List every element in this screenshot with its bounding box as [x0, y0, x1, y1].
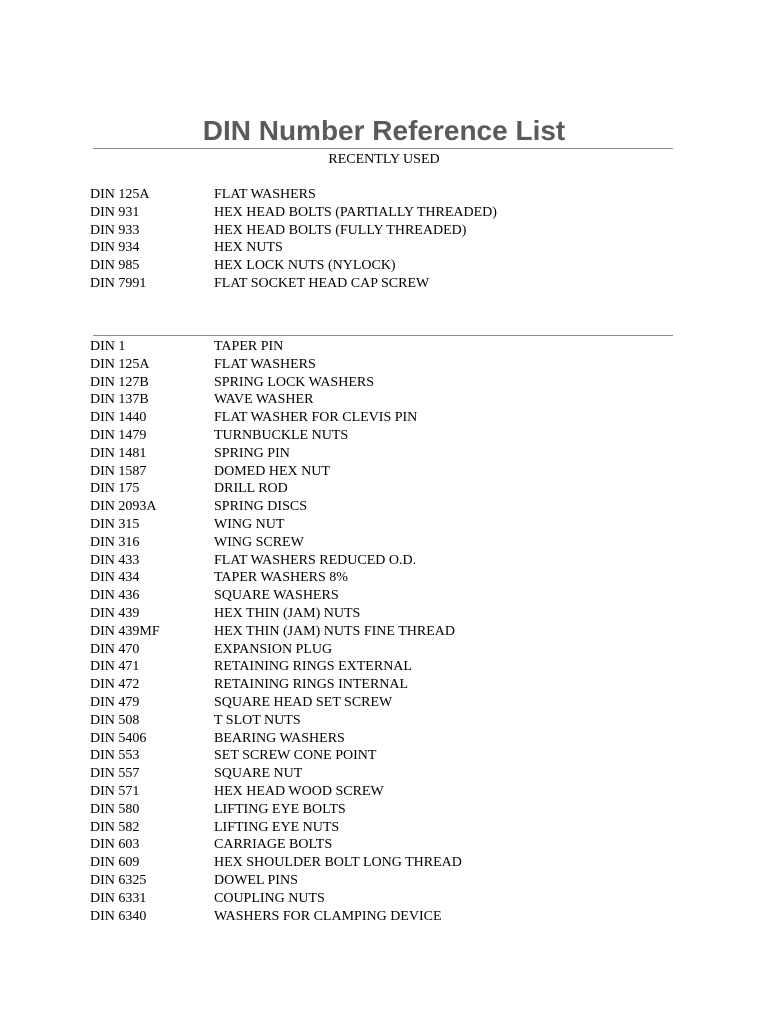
part-description: RETAINING RINGS EXTERNAL [214, 659, 412, 675]
din-code: DIN 175 [90, 481, 140, 497]
din-code: DIN 934 [90, 240, 140, 256]
part-description: WAVE WASHER [214, 392, 314, 408]
list-item [90, 676, 690, 694]
part-description: LIFTING EYE NUTS [214, 819, 340, 835]
divider-top [93, 148, 673, 149]
part-description: DOMED HEX NUT [214, 463, 330, 479]
list-item [90, 605, 690, 623]
list-item [90, 587, 690, 605]
list-item [90, 480, 690, 498]
din-code: DIN 1481 [90, 445, 147, 461]
din-code: DIN 985 [90, 258, 140, 274]
list-item [90, 275, 690, 293]
din-code: DIN 571 [90, 783, 140, 799]
list-item [90, 186, 690, 204]
part-description: DOWEL PINS [214, 872, 298, 888]
part-description: FLAT WASHERS [214, 187, 316, 202]
din-code: DIN 1440 [90, 410, 147, 426]
din-code: DIN 6331 [90, 890, 147, 906]
part-description: SQUARE WASHERS [214, 588, 339, 604]
part-description: FLAT WASHERS [214, 356, 316, 372]
part-description: SPRING DISCS [214, 499, 307, 515]
list-item [90, 801, 690, 819]
din-code: DIN 933 [90, 222, 140, 238]
part-description: CARRIAGE BOLTS [214, 837, 333, 853]
din-code: DIN 6340 [90, 908, 147, 924]
list-item [90, 409, 690, 427]
din-code: DIN 1587 [90, 463, 147, 479]
din-code: DIN 434 [90, 570, 140, 586]
din-code: DIN 470 [90, 641, 140, 657]
din-code: DIN 315 [90, 516, 140, 532]
part-description: LIFTING EYE BOLTS [214, 801, 346, 817]
recently-used-heading: RECENTLY USED [328, 152, 440, 167]
list-item [90, 338, 690, 356]
divider-middle [93, 335, 673, 336]
part-description: SET SCREW CONE POINT [214, 748, 377, 764]
part-description: TAPER WASHERS 8% [214, 570, 348, 586]
list-item [90, 204, 690, 222]
list-item [90, 836, 690, 854]
din-code: DIN 471 [90, 659, 140, 675]
part-description: SQUARE NUT [214, 766, 303, 782]
part-description: SPRING LOCK WASHERS [214, 374, 374, 390]
list-item [90, 445, 690, 463]
din-code: DIN 2093A [90, 499, 157, 515]
din-code: DIN 439MF [90, 623, 160, 639]
part-description: TAPER PIN [214, 339, 284, 354]
list-item [90, 890, 690, 908]
din-code: DIN 316 [90, 534, 140, 550]
part-description: DRILL ROD [214, 481, 288, 497]
part-description: T SLOT NUTS [214, 712, 301, 728]
list-item [90, 391, 690, 409]
part-description: WING SCREW [214, 534, 304, 550]
list-item [90, 516, 690, 534]
part-description: TURNBUCKLE NUTS [214, 427, 349, 443]
list-item [90, 552, 690, 570]
part-description: WING NUT [214, 516, 285, 532]
din-code: DIN 439 [90, 605, 140, 621]
list-item [90, 534, 690, 552]
din-code: DIN 582 [90, 819, 140, 835]
part-description: HEX THIN (JAM) NUTS [214, 605, 361, 621]
list-item [90, 498, 690, 516]
part-description: FLAT WASHERS REDUCED O.D. [214, 552, 417, 568]
list-item [90, 783, 690, 801]
part-description: HEX THIN (JAM) NUTS FINE THREAD [214, 623, 455, 639]
list-item [90, 854, 690, 872]
list-item [90, 356, 690, 374]
list-item [90, 239, 690, 257]
list-item [90, 872, 690, 890]
part-description: HEX HEAD WOOD SCREW [214, 783, 384, 799]
din-code: DIN 553 [90, 748, 140, 764]
din-code: DIN 125A [90, 356, 150, 372]
part-description: HEX HEAD BOLTS (FULLY THREADED) [214, 222, 467, 238]
din-code: DIN 557 [90, 766, 140, 782]
din-code: DIN 1479 [90, 427, 147, 443]
din-code: DIN 436 [90, 588, 140, 604]
list-item [90, 374, 690, 392]
din-code: DIN 1 [90, 339, 126, 354]
part-description: HEX HEAD BOLTS (PARTIALLY THREADED) [214, 204, 497, 220]
list-item [90, 569, 690, 587]
part-description: HEX NUTS [214, 240, 283, 256]
part-description: SPRING PIN [214, 445, 290, 461]
din-reference-list [90, 338, 690, 925]
din-code: DIN 603 [90, 837, 140, 853]
list-item [90, 641, 690, 659]
list-item [90, 730, 690, 748]
list-item [90, 257, 690, 275]
part-description: HEX LOCK NUTS (NYLOCK) [214, 258, 396, 274]
list-item [90, 712, 690, 730]
list-item [90, 747, 690, 765]
part-description: EXPANSION PLUG [214, 641, 333, 657]
recently-used-list [90, 186, 690, 293]
din-code: DIN 127B [90, 374, 149, 390]
list-item [90, 623, 690, 641]
list-item [90, 658, 690, 676]
list-item [90, 694, 690, 712]
list-item [90, 427, 690, 445]
din-code: DIN 137B [90, 392, 149, 408]
list-item [90, 908, 690, 926]
part-description: COUPLING NUTS [214, 890, 325, 906]
din-code: DIN 5406 [90, 730, 147, 746]
part-description: HEX SHOULDER BOLT LONG THREAD [214, 855, 462, 871]
din-code: DIN 508 [90, 712, 140, 728]
list-item [90, 765, 690, 783]
din-code: DIN 931 [90, 204, 140, 220]
part-description: BEARING WASHERS [214, 730, 345, 746]
din-code: DIN 6325 [90, 872, 147, 888]
list-item [90, 463, 690, 481]
part-description: SQUARE HEAD SET SCREW [214, 694, 393, 710]
page-title: DIN Number Reference List [202, 114, 566, 146]
din-code: DIN 479 [90, 694, 140, 710]
part-description: WASHERS FOR CLAMPING DEVICE [214, 908, 442, 924]
part-description: FLAT SOCKET HEAD CAP SCREW [214, 275, 430, 291]
list-item [90, 222, 690, 240]
din-code: DIN 433 [90, 552, 140, 568]
list-item [90, 819, 690, 837]
din-code: DIN 472 [90, 677, 140, 693]
din-code: DIN 609 [90, 855, 140, 871]
part-description: RETAINING RINGS INTERNAL [214, 677, 409, 693]
din-code: DIN 7991 [90, 275, 147, 291]
din-code: DIN 125A [90, 187, 150, 202]
part-description: FLAT WASHER FOR CLEVIS PIN [214, 410, 418, 426]
din-code: DIN 580 [90, 801, 140, 817]
